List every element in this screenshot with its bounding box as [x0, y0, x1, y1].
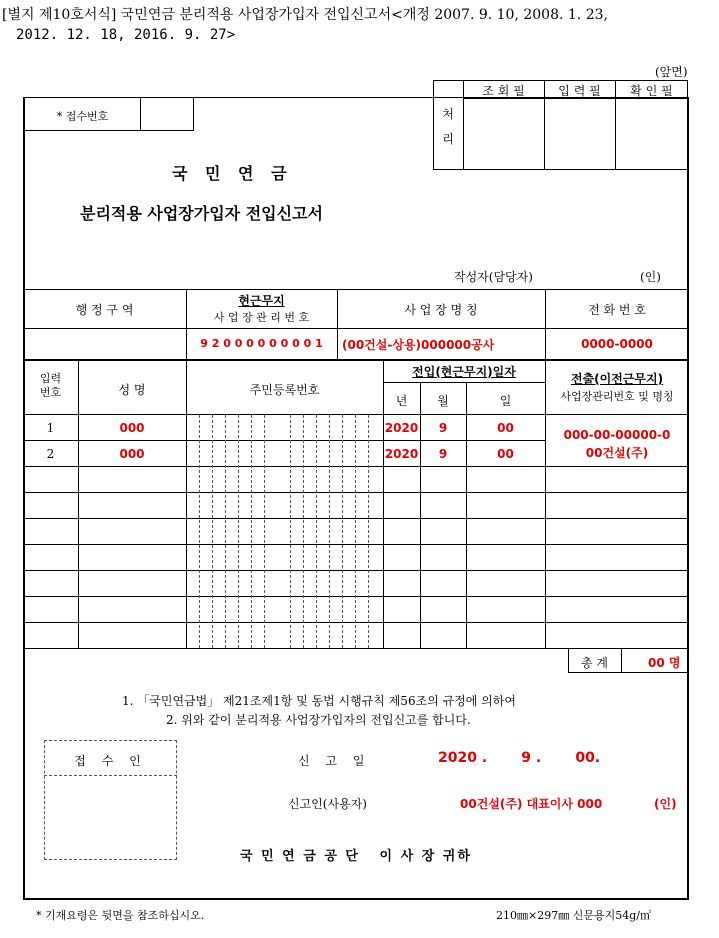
table-row-day[interactable]: 00 — [497, 447, 514, 461]
workplace-header: 현근무지 — [238, 294, 285, 308]
form-title-sub: 분리적용 사업장가입자 전입신고서 — [80, 204, 323, 223]
total-value[interactable]: 00 명 — [648, 656, 681, 670]
table-row-month[interactable]: 9 — [438, 447, 448, 461]
mgmt-no-value[interactable]: 9 2 0 0 0 0 0 0 0 0 1 — [200, 337, 323, 350]
table-row-no: 1 — [46, 421, 55, 435]
processing-col-inquiry: 조 회 필 — [482, 84, 525, 98]
processing-col-confirm: 확 인 필 — [630, 84, 673, 98]
processing-side-label-2: 리 — [442, 132, 454, 146]
transfer-out-subheader: 사업장관리번호 및 명칭 — [560, 390, 674, 403]
business-name-header: 사 업 장 명 칭 — [404, 303, 478, 317]
mgmt-no-header: 사 업 장 관 리 번 호 — [213, 311, 310, 324]
processing-col-input: 입 력 필 — [558, 84, 601, 98]
statement-line-1: 1. 「국민연금법」 제21조제1항 및 동법 시행규칙 제56조의 규정에 의하여 — [122, 694, 516, 708]
report-date-value[interactable]: 2020 . 9 . 00. — [438, 750, 601, 766]
reporter-seal: (인) — [654, 797, 677, 811]
day-header: 일 — [499, 394, 512, 408]
form-header-line1: [별지 제10호서식] 국민연금 분리적용 사업장가입자 전입신고서<개정 2007. 9. 10, 2008. 1. 23, — [2, 7, 608, 23]
receiver-label: 접 수 인 — [74, 754, 147, 768]
receipt-number-field[interactable] — [141, 98, 193, 130]
table-row-year[interactable]: 2020 — [384, 447, 419, 461]
month-header: 월 — [437, 394, 449, 408]
transfer-out-mgmt-no[interactable]: 000-00-00000-0 — [563, 428, 671, 442]
table-row-no: 2 — [46, 447, 55, 461]
table-row-month[interactable]: 9 — [438, 421, 448, 435]
report-date-label: 신 고 일 — [298, 754, 371, 768]
name-header: 성 명 — [118, 383, 146, 397]
phone-value[interactable]: 0000-0000 — [581, 337, 653, 351]
business-name-value[interactable]: (00건설-상용)000000공사 — [342, 338, 495, 352]
receipt-number-label: * 접수번호 — [56, 110, 109, 123]
transfer-out-header: 전출(이전근무지) — [570, 372, 664, 386]
footnote-instructions: * 기재요령은 뒷면을 참조하십시오. — [36, 909, 205, 922]
addressee: 국 민 연 금 공 단 이 사 장 귀하 — [240, 849, 472, 864]
reporter-value[interactable]: 00건설(주) 대표이사 000 — [460, 797, 603, 811]
table-row-name[interactable]: 000 — [119, 421, 145, 435]
total-label: 총 계 — [581, 656, 608, 670]
author-seal: (인) — [640, 270, 661, 284]
processing-side-label-1: 처 — [442, 107, 454, 121]
district-header: 행 정 구 역 — [75, 303, 134, 317]
form-title-main: 국 민 연 금 — [172, 164, 293, 183]
year-header: 년 — [395, 394, 408, 408]
input-no-header: 입력 번호 — [39, 372, 62, 399]
phone-header: 전 화 번 호 — [588, 303, 646, 317]
transfer-in-header: 전입(현근무지)일자 — [412, 365, 516, 379]
form-header-line2: 2012. 12. 18, 2016. 9. 27> — [16, 27, 236, 43]
author-label: 작성자(담당자) — [454, 270, 533, 284]
front-side-label: (앞면) — [655, 65, 688, 79]
footnote-paper-size: 210㎜×297㎜ 신문용지54g/㎡ — [496, 909, 651, 922]
table-row-name[interactable]: 000 — [119, 447, 145, 461]
table-row-year[interactable]: 2020 — [384, 421, 419, 435]
rrn-header: 주민등록번호 — [249, 383, 320, 397]
statement-line-2: 2. 위와 같이 분리적용 사업장가입자의 전입신고를 합니다. — [166, 713, 471, 727]
transfer-out-name[interactable]: 00건설(주) — [585, 446, 649, 460]
table-row-day[interactable]: 00 — [497, 421, 514, 435]
reporter-label: 신고인(사용자) — [288, 797, 367, 811]
